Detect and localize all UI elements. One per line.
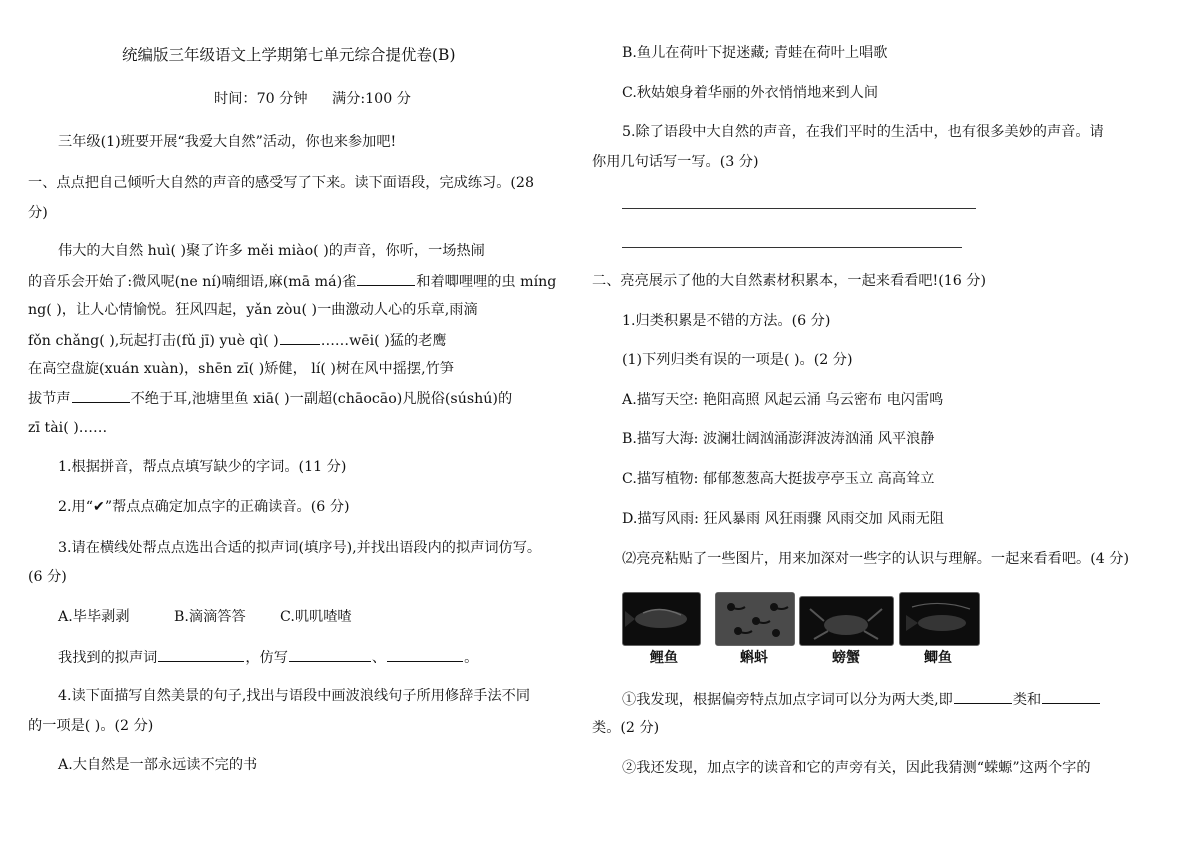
category-option-b: B.描写大海: 波澜壮阔汹涌澎湃波涛汹涌 风平浪静: [622, 431, 935, 447]
section2-question-1: 1.归类积累是不错的方法。(6 分): [622, 313, 831, 329]
caption-tadpole: 蝌蚪: [740, 650, 768, 666]
page-title: 统编版三年级语文上学期第七单元综合提优卷(B): [122, 46, 456, 64]
caption-crucian-carp: 鲫鱼: [924, 650, 952, 666]
fill-blank[interactable]: [72, 388, 130, 403]
passage-line-6-a: 拔节声: [28, 391, 71, 407]
picture-strip: [622, 592, 982, 672]
exam-score: 满分:100 分: [332, 91, 411, 107]
answer-blank[interactable]: [954, 689, 1012, 704]
carp-picture: [622, 592, 701, 646]
question-4-option-c: C.秋姑娘身着华丽的外衣悄悄地来到人间: [622, 85, 879, 101]
finding-1-text: ①我发现，根据偏旁特点加点字词可以分为两大类,即: [622, 692, 953, 708]
fill-label: 。: [464, 650, 479, 666]
answer-blank[interactable]: [289, 647, 371, 662]
fill-blank[interactable]: [280, 330, 320, 345]
question-4: 4.读下面描写自然美景的句子,找出与语段中画波浪线句子所用修辞手法不同: [58, 688, 531, 704]
answer-blank[interactable]: [1042, 689, 1100, 704]
answer-blank[interactable]: [158, 647, 244, 662]
answer-blank[interactable]: [387, 647, 463, 662]
crab-image: [800, 597, 893, 645]
finding-1: [622, 689, 1101, 710]
question-3: 3.请在横线处帮点点选出合适的拟声词(填序号),并找出语段内的拟声词仿写。: [58, 540, 542, 556]
passage-line-4: [28, 330, 447, 351]
caption-carp: 鲤鱼: [650, 650, 678, 666]
crucian-carp-picture: [899, 592, 980, 646]
crucian-carp-image: [900, 593, 979, 645]
fill-label: 我找到的拟声词: [58, 650, 158, 666]
fill-blank[interactable]: [357, 271, 415, 286]
option-b: B.滴滴答答: [174, 609, 246, 625]
passage-line-4-a: fǒn chǎng( ),玩起打击(fǔ jī) yuè qì( ): [28, 333, 279, 349]
exam-time: 时间：70 分钟: [214, 91, 308, 107]
question-5-cont: 你用几句话写一写。(3 分): [592, 154, 759, 170]
finding-1-cont: 类。(2 分): [592, 720, 660, 736]
passage-line-5: 在高空盘旋(xuán xuàn)，shēn zī( )矫健， lí( )树在风中摇摆,竹笋: [28, 361, 454, 377]
passage-line-6: [28, 388, 512, 409]
finding-2: ②我还发现，加点字的读音和它的声旁有关，因此我猜测“蝾螈”这两个字的: [622, 760, 1091, 776]
section2-question-1-1: (1)下列归类有误的一项是( )。(2 分): [622, 352, 853, 368]
caption-crab: 螃蟹: [832, 650, 860, 666]
section1-heading-cont: 分): [28, 205, 48, 221]
question-1: 1.根据拼音，帮点点填写缺少的字词。(11 分): [58, 459, 347, 475]
question-3-fill: [58, 647, 478, 668]
question-5: 5.除了语段中大自然的声音，在我们平时的生活中，也有很多美妙的声音。请: [622, 124, 1104, 140]
passage-line-2-a: 的音乐会开始了:微风呢(ne ní)喃细语,麻(mā má)雀: [28, 274, 357, 290]
tadpole-picture: [715, 592, 795, 646]
category-option-c: C.描写植物: 郁郁葱葱高大挺拔亭亭玉立 高高耸立: [622, 471, 935, 487]
fill-label: ，仿写: [245, 650, 288, 666]
intro-text: 三年级(1)班要开展“我爱大自然”活动，你也来参加吧!: [58, 134, 397, 150]
category-option-a: A.描写天空: 艳阳高照 风起云涌 乌云密布 电闪雷鸣: [622, 392, 944, 408]
question-3-score: (6 分): [28, 569, 67, 585]
passage-line-6-b: 不绝于耳,池塘里鱼 xiā( )一副超(chāocāo)凡脱俗(súshú)的: [130, 391, 513, 407]
passage-line-4-b: ……wēi( )猛的老鹰: [320, 333, 447, 349]
carp-image: [623, 593, 700, 645]
passage-line-2: [28, 271, 556, 292]
section2-question-1-2: ⑵亮亮粘贴了一些图片，用来加深对一些字的认识与理解。一起来看看吧。(4 分): [622, 551, 1129, 567]
option-a: A.毕毕剥剥: [58, 609, 130, 625]
question-4-cont: 的一项是( )。(2 分): [28, 718, 154, 734]
tadpole-image: [716, 593, 794, 645]
passage-line-7: zī tài( )……: [28, 420, 108, 436]
section2-heading: 二、亮亮展示了他的大自然素材积累本，一起来看看吧!(16 分): [592, 273, 987, 289]
section1-heading: 一、点点把自己倾听大自然的声音的感受写了下来。读下面语段，完成练习。(28: [28, 175, 534, 191]
fill-label: 、: [371, 650, 387, 666]
question-2: 2.用“✔”帮点点确定加点字的正确读音。(6 分): [58, 499, 350, 515]
crab-picture: [799, 596, 894, 646]
question-4-option-a: A.大自然是一部永远读不完的书: [58, 757, 258, 773]
question-4-option-b: B.鱼儿在荷叶下捉迷藏; 青蛙在荷叶上唱歌: [622, 45, 888, 61]
passage-line-2-b: 和着唧哩哩的虫 míng: [416, 274, 557, 290]
passage-line-3: ng( )，让人心情愉悦。狂风四起，yǎn zòu( )一曲激动人心的乐章,雨滴: [28, 302, 478, 318]
answer-line[interactable]: [622, 208, 976, 209]
category-option-d: D.描写风雨: 狂风暴雨 风狂雨骤 风雨交加 风雨无阻: [622, 511, 944, 527]
passage-line-1: 伟大的大自然 huì( )聚了许多 měi miào( )的声音，你听，一场热闹: [58, 243, 485, 259]
option-c: C.叽叽喳喳: [280, 609, 352, 625]
answer-line[interactable]: [622, 247, 962, 248]
finding-1-text: 类和: [1012, 692, 1042, 708]
